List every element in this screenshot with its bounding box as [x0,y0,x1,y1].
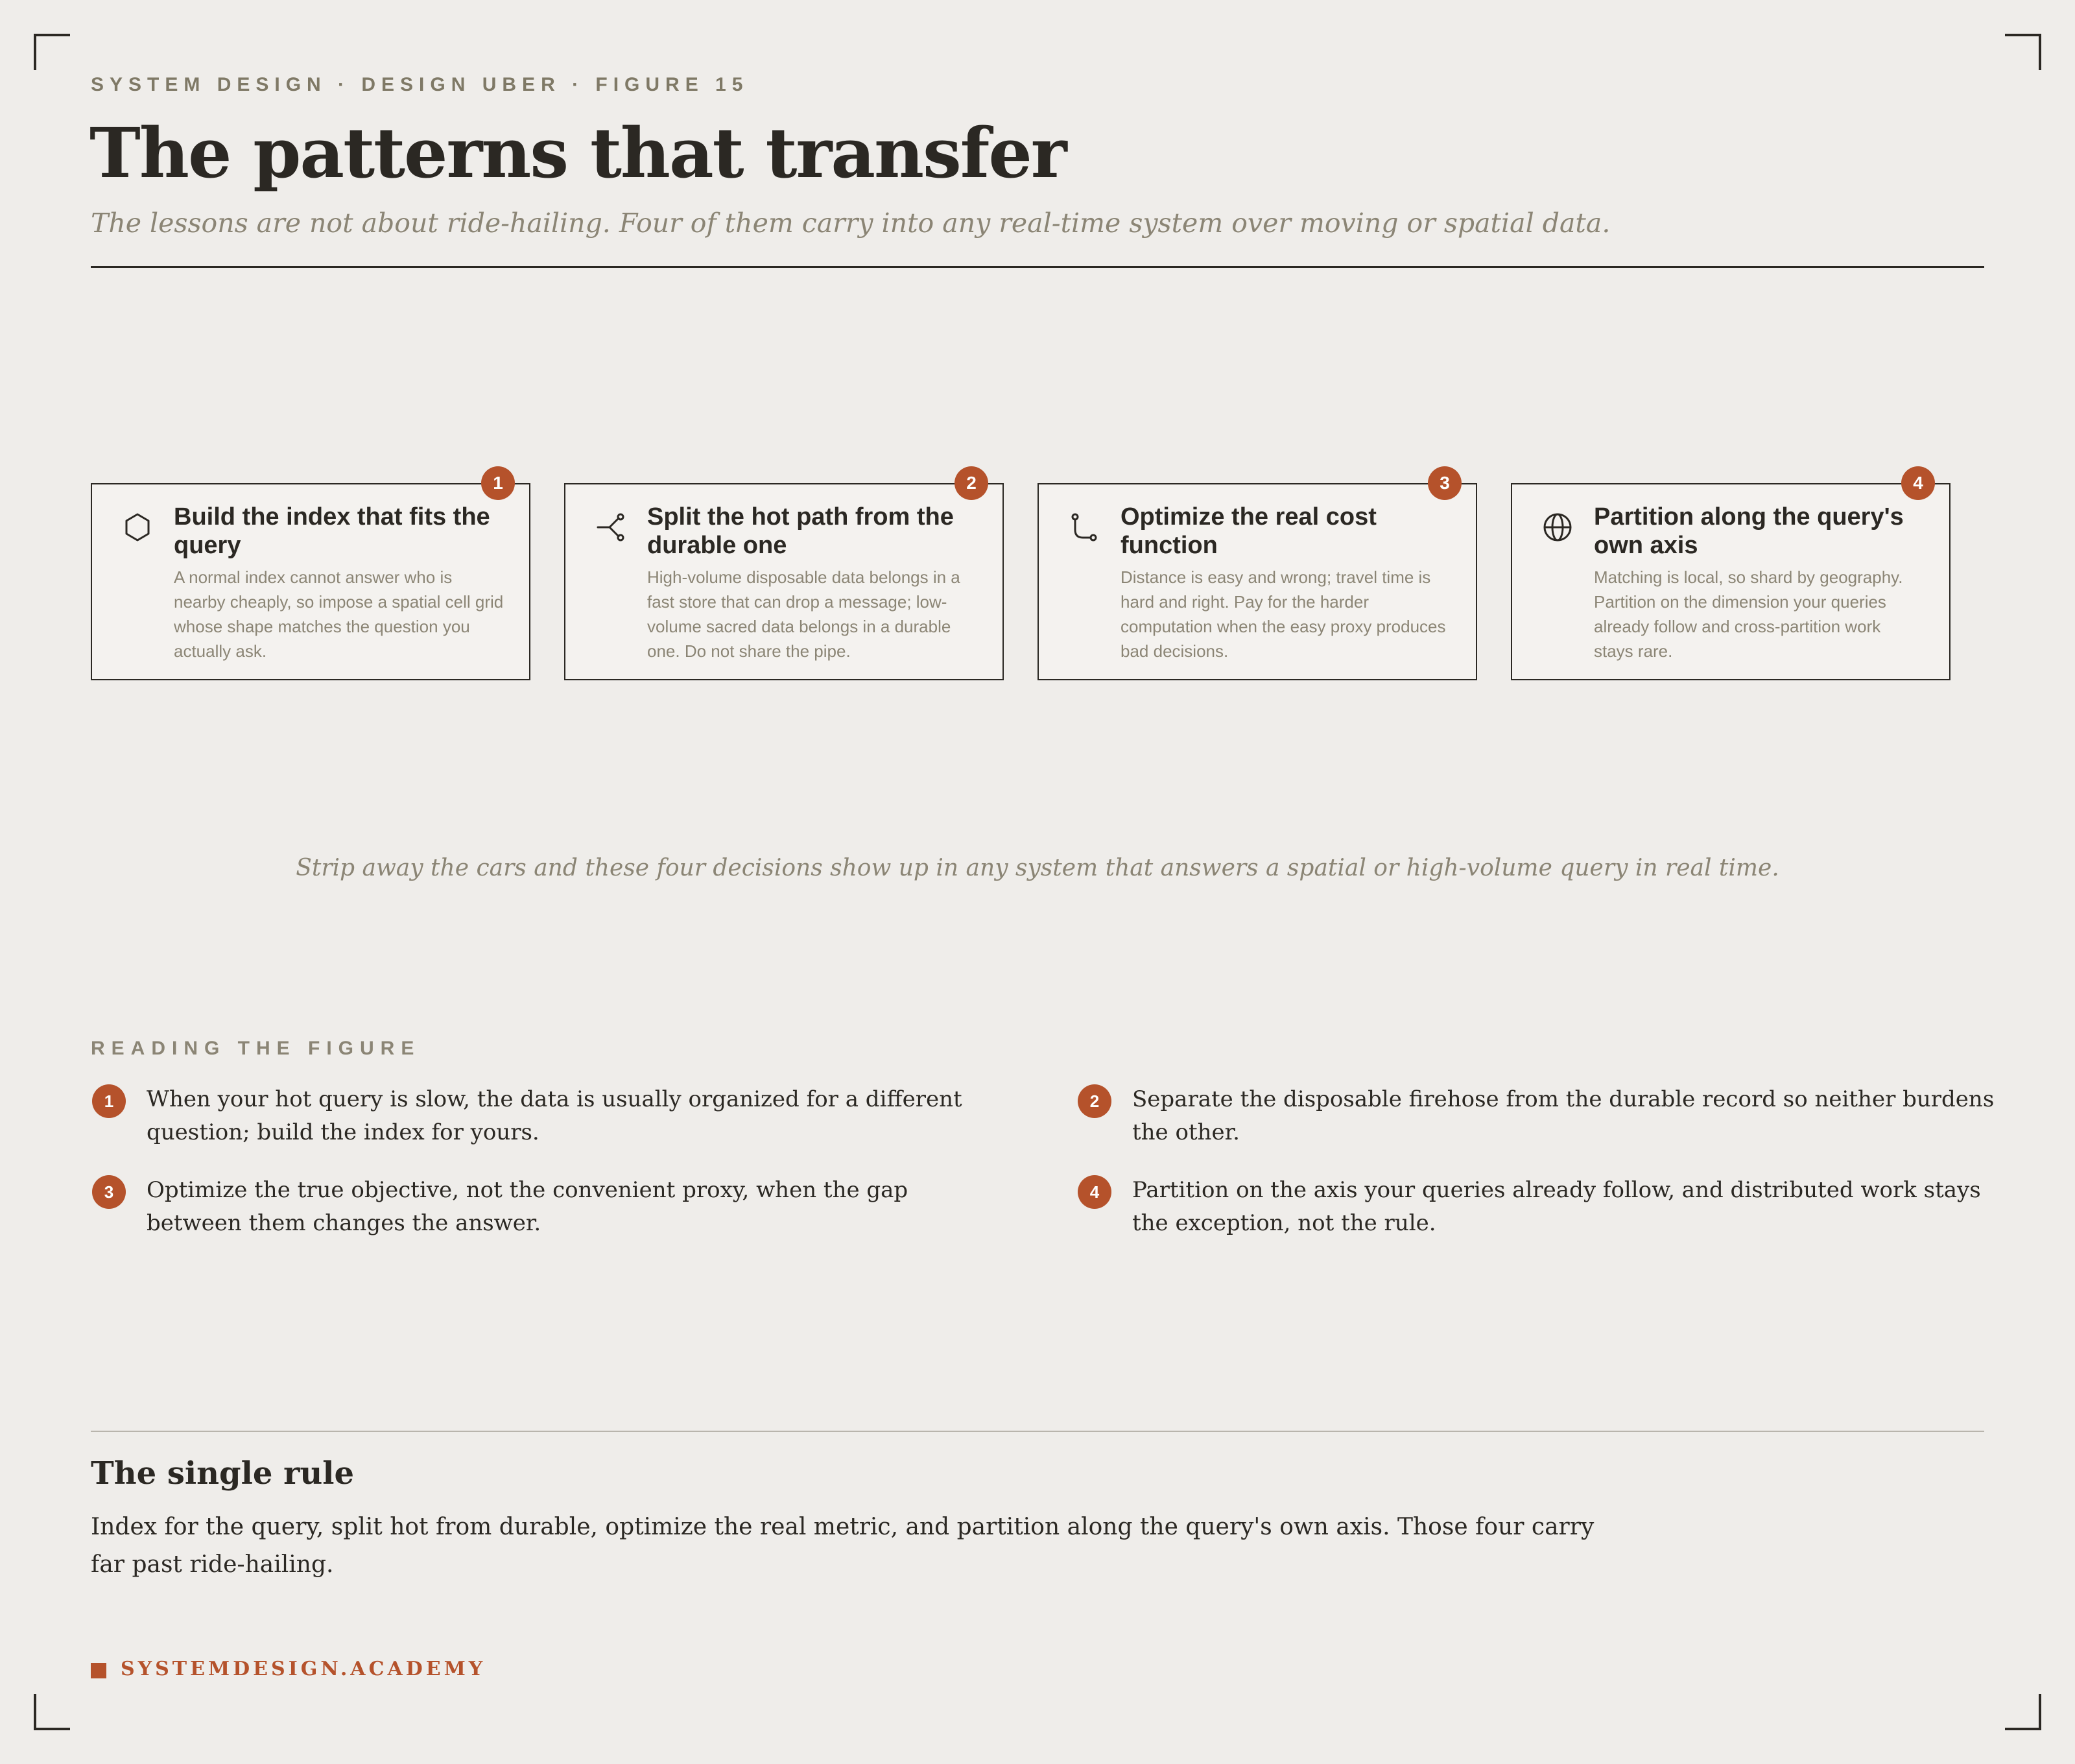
reading-text: Optimize the true objective, not the convenient proxy, when the gap between them changes the answer. [147,1177,908,1236]
eyebrow-breadcrumb: SYSTEM DESIGN · DESIGN UBER · FIGURE 15 [91,74,749,95]
crop-mark-bottom-right [2005,1694,2041,1730]
reading-text: When your hot query is slow, the data is usually organized for a different question; build the index for yours. [147,1086,962,1145]
page-title: The patterns that transfer [89,112,1066,193]
card-title: Build the index that fits the query [174,503,490,559]
card-body: Distance is easy and wrong; travel time is hard and right. Pay for the harder computation when the easy proxy produces bad decisions. [1120,567,1446,661]
reading-number-badge: 3 [92,1175,126,1209]
pattern-card-2 [564,473,1004,680]
reading-heading: READING THE FIGURE [91,1038,421,1059]
card-title: Optimize the real cost function [1120,503,1377,559]
brand-footer: SYSTEMDESIGN.ACADEMY [121,1658,486,1680]
crop-mark-top-right [2005,34,2041,70]
brand-square-icon [91,1663,106,1678]
reading-number-badge: 1 [92,1084,126,1118]
card-number-badge: 4 [1901,466,1935,500]
figure-caption: Strip away the cars and these four decisions show up in any system that answers a spatial or high-volume query in real time. [296,855,1779,881]
card-body: Matching is local, so shard by geography. Partition on the dimension your queries already follow and cross-partition work stays rare. [1594,567,1903,661]
card-body: High-volume disposable data belongs in a fast store that can drop a message; low-volume sacred data belongs in a durable one. Do not share the pipe. [647,567,960,661]
crop-mark-top-left [34,34,70,70]
globe-icon [1539,509,1576,545]
pattern-card-3 [1038,473,1477,680]
page-subtitle: The lessons are not about ride-hailing. Four of them carry into any real-time system over moving or spatial data. [91,208,1611,239]
card-body: A normal index cannot answer who is nearby cheaply, so impose a spatial cell grid whose shape matches the question you actually ask. [174,567,504,661]
card-number-badge: 1 [481,466,515,500]
reading-text: Partition on the axis your queries already follow, and distributed work stays the exception, not the rule. [1132,1177,1981,1236]
card-number-badge: 2 [954,466,988,500]
split-path-icon [593,509,629,545]
reading-number-badge: 2 [1078,1084,1111,1118]
card-number-badge: 3 [1428,466,1462,500]
pattern-card-1 [91,473,530,680]
section-divider [91,1431,1984,1432]
hexagon-icon [119,509,156,545]
header-divider [91,266,1984,268]
single-rule-text: Index for the query, split hot from durable, optimize the real metric, and partition along the query's own axis. Those four carry far past ride-hailing. [91,1514,1595,1578]
route-icon [1066,509,1102,545]
crop-mark-bottom-left [34,1694,70,1730]
single-rule-heading: The single rule [91,1455,355,1492]
reading-number-badge: 4 [1078,1175,1111,1209]
card-title: Split the hot path from the durable one [647,503,954,559]
reading-text: Separate the disposable firehose from the durable record so neither burdens the other. [1132,1086,1995,1145]
pattern-cards [91,473,1952,683]
pattern-card-4 [1511,473,1950,680]
card-title: Partition along the query's own axis [1594,503,1904,559]
